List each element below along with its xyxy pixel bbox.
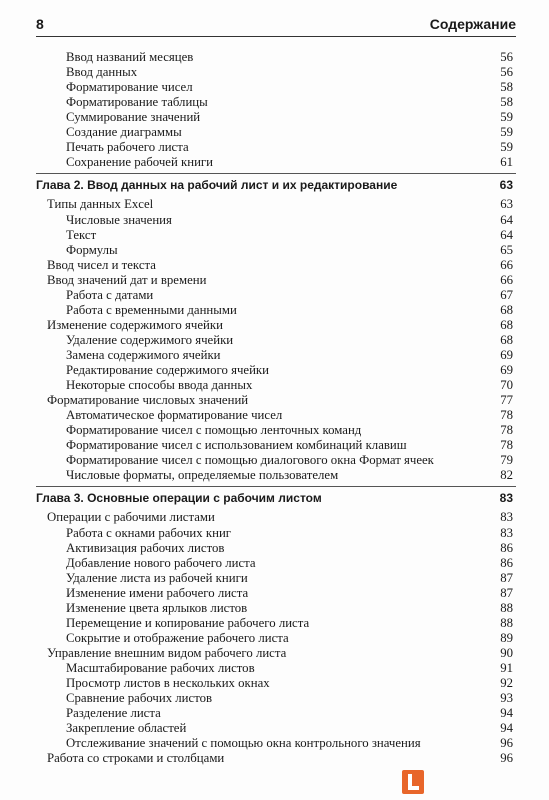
toc-entry-page: 66 xyxy=(500,272,513,287)
toc-entry-title: Удаление листа из рабочей книги xyxy=(66,570,248,585)
toc-entry-title: Удаление содержимого ячейки xyxy=(66,332,234,347)
toc-subsection xyxy=(66,453,513,468)
page-header xyxy=(36,14,516,37)
toc-subsection xyxy=(66,736,513,751)
toc-entry-page: 69 xyxy=(500,363,513,377)
toc-entry-page: 78 xyxy=(500,423,513,438)
toc-entry-title: Создание диаграммы xyxy=(66,125,182,140)
toc-entry-page: 68 xyxy=(500,302,513,317)
toc-entry-page: 93 xyxy=(500,691,513,706)
toc-entry-page: 77 xyxy=(500,393,513,408)
toc-subsection xyxy=(66,586,513,601)
toc-entry-page: 68 xyxy=(500,317,513,332)
toc-entry-title: Форматирование чисел xyxy=(66,80,193,95)
toc-subsection xyxy=(66,676,513,691)
toc-subsection xyxy=(66,556,513,571)
toc-subsection xyxy=(66,468,513,483)
toc-entry-page: 83 xyxy=(499,491,513,506)
toc-entry-title: Активизация рабочих листов xyxy=(66,540,225,555)
toc-entry-title: Глава 2. Ввод данных на рабочий лист и их редактирование xyxy=(36,178,398,193)
toc-subsection xyxy=(66,423,513,438)
toc-subsection xyxy=(66,110,513,125)
toc-subsection xyxy=(66,408,513,423)
toc-entry-page: 94 xyxy=(500,706,513,721)
toc-entry-page: 78 xyxy=(500,408,513,423)
toc-section xyxy=(47,318,513,333)
chapter-rule xyxy=(36,486,516,487)
toc-subsection xyxy=(66,243,513,258)
toc-entry-page: 56 xyxy=(500,65,513,80)
toc-entry-title: Суммирование значений xyxy=(66,110,201,125)
toc-entry-title: Формулы xyxy=(66,242,118,257)
toc-subsection xyxy=(66,378,513,393)
toc-entry-page: 67 xyxy=(500,287,513,302)
toc-entry-title: Ввод данных xyxy=(66,65,138,80)
toc-entry-title: Работа с временными данными xyxy=(66,302,237,317)
toc-entry-title: Закрепление областей xyxy=(66,721,187,736)
toc-entry-page: 64 xyxy=(500,212,513,227)
toc-entry-title: Сравнение рабочих листов xyxy=(66,691,213,706)
toc-entry-title: Числовые значения xyxy=(66,212,172,227)
toc-subsection xyxy=(66,213,513,228)
toc-subsection xyxy=(66,571,513,586)
toc-entry-page: 92 xyxy=(500,676,513,690)
toc-entry-title: Работа с датами xyxy=(66,287,154,302)
toc-entry-title: Форматирование чисел с помощью ленточных команд xyxy=(66,423,362,438)
toc-entry-title: Управление внешним видом рабочего листа xyxy=(47,645,287,660)
toc-entry-page: 86 xyxy=(500,540,513,555)
toc-entry-page: 82 xyxy=(500,468,513,483)
toc-entry-page: 56 xyxy=(500,50,513,64)
toc-entry-title: Ввод названий месяцев xyxy=(66,50,194,64)
toc-entry-page: 91 xyxy=(500,660,513,675)
toc-entry-page: 69 xyxy=(500,347,513,362)
toc-entry-title: Форматирование чисел с использованием комбинаций клавиш xyxy=(66,438,407,453)
toc-entry-title: Типы данных Excel xyxy=(47,197,154,212)
toc-entry-page: 89 xyxy=(500,630,513,645)
toc-entry-page: 68 xyxy=(500,332,513,347)
toc-subsection xyxy=(66,228,513,243)
toc-chapter xyxy=(36,491,513,506)
toc-entry-page: 90 xyxy=(500,645,513,660)
toc-section xyxy=(47,258,513,273)
toc-entry-title: Ввод значений дат и времени xyxy=(47,272,207,287)
toc-section xyxy=(47,751,513,766)
toc-subsection xyxy=(66,438,513,453)
toc-entry-title: Изменение имени рабочего листа xyxy=(66,585,249,600)
toc-entry-page: 96 xyxy=(500,736,513,751)
toc-entry-title: Отслеживание значений с помощью окна контрольного значения xyxy=(66,736,421,751)
toc-entry-title: Изменение цвета ярлыков листов xyxy=(66,600,248,615)
toc-entry-title: Печать рабочего листа xyxy=(66,140,189,155)
toc-entry-title: Сокрытие и отображение рабочего листа xyxy=(66,630,289,645)
toc-entry-title: Операции с рабочими листами xyxy=(47,510,215,525)
running-title: Содержание xyxy=(429,16,516,32)
toc-entry-page: 86 xyxy=(500,555,513,570)
toc-entry-title: Работа со строками и столбцами xyxy=(47,751,225,766)
toc-entry-page: 65 xyxy=(500,242,513,257)
toc-entry-page: 88 xyxy=(500,615,513,630)
toc-entry-title: Добавление нового рабочего листа xyxy=(66,555,256,570)
toc-section xyxy=(47,197,513,212)
toc-subsection xyxy=(66,333,513,348)
toc-entry-title: Форматирование таблицы xyxy=(66,95,208,110)
toc-entry-page: 63 xyxy=(499,178,513,193)
toc-subsection xyxy=(66,631,513,646)
toc-subsection xyxy=(66,691,513,706)
toc-section xyxy=(47,393,513,408)
toc-section xyxy=(47,273,513,288)
toc-entry-title: Редактирование содержимого ячейки xyxy=(66,363,269,377)
toc-subsection xyxy=(66,80,513,95)
toc-subsection xyxy=(66,50,513,65)
toc-entry-title: Ввод чисел и текста xyxy=(47,257,156,272)
toc-subsection xyxy=(66,303,513,318)
toc-entry-page: 78 xyxy=(500,438,513,453)
toc-entry-title: Перемещение и копирование рабочего листа xyxy=(66,615,310,630)
toc-subsection xyxy=(66,95,513,110)
toc-entry-title: Изменение содержимого ячейки xyxy=(47,317,223,332)
toc-entry-page: 66 xyxy=(500,257,513,272)
toc-entry-page: 59 xyxy=(500,125,513,140)
toc-entry-page: 83 xyxy=(500,525,513,540)
toc-subsection xyxy=(66,721,513,736)
page-number: 8 xyxy=(36,16,44,32)
toc-section xyxy=(47,510,513,525)
toc-entry-title: Некоторые способы ввода данных xyxy=(66,378,253,393)
toc-entry-title: Замена содержимого ячейки xyxy=(66,347,221,362)
toc-subsection xyxy=(66,155,513,170)
toc-subsection xyxy=(66,541,513,556)
toc-subsection xyxy=(66,601,513,616)
toc-entry-page: 79 xyxy=(500,453,513,468)
toc-subsection xyxy=(66,363,513,378)
toc-entry-title: Масштабирование рабочих листов xyxy=(66,660,255,675)
toc-chapter xyxy=(36,178,513,193)
toc-entry-title: Глава 3. Основные операции с рабочим листом xyxy=(36,491,322,506)
toc-entry-page: 59 xyxy=(500,110,513,125)
toc-entry-title: Разделение листа xyxy=(66,706,161,721)
publisher-logo-icon xyxy=(402,770,424,794)
toc-entry-title: Текст xyxy=(66,227,97,242)
toc-entry-title: Числовые форматы, определяемые пользователем xyxy=(66,468,339,483)
toc-subsection xyxy=(66,140,513,155)
toc-subsection xyxy=(66,348,513,363)
toc-entry-page: 87 xyxy=(500,585,513,600)
toc-subsection xyxy=(66,65,513,80)
toc-entry-title: Сохранение рабочей книги xyxy=(66,155,214,170)
toc-entry-page: 83 xyxy=(500,510,513,525)
toc-entry-page: 96 xyxy=(500,751,513,766)
toc-subsection xyxy=(66,526,513,541)
toc-entry-title: Форматирование чисел с помощью диалогового окна Формат ячеек xyxy=(66,453,434,468)
toc-entry-page: 88 xyxy=(500,600,513,615)
toc-entry-title: Форматирование числовых значений xyxy=(47,393,249,408)
toc-entry-page: 64 xyxy=(500,227,513,242)
toc-subsection xyxy=(66,125,513,140)
toc-entry-page: 58 xyxy=(500,80,513,95)
toc-subsection xyxy=(66,616,513,631)
toc-entry-page: 61 xyxy=(500,155,513,170)
toc-subsection xyxy=(66,661,513,676)
toc-subsection xyxy=(66,288,513,303)
toc-entry-page: 87 xyxy=(500,570,513,585)
toc-entry-page: 70 xyxy=(500,378,513,393)
toc-subsection xyxy=(66,706,513,721)
toc-entry-page: 94 xyxy=(500,721,513,736)
toc-entry-title: Автоматическое форматирование чисел xyxy=(66,408,283,423)
toc-entry-page: 59 xyxy=(500,140,513,155)
toc-entry-page: 63 xyxy=(500,197,513,212)
toc-entry-title: Работа с окнами рабочих книг xyxy=(66,525,232,540)
toc-section xyxy=(47,646,513,661)
chapter-rule xyxy=(36,173,516,174)
toc-entry-title: Просмотр листов в нескольких окнах xyxy=(66,676,270,690)
toc-entry-page: 58 xyxy=(500,95,513,110)
